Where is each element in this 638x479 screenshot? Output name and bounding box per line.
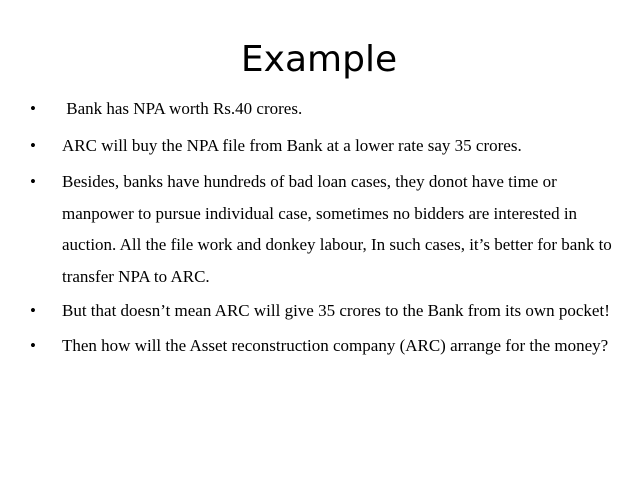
bullet-marker: • xyxy=(30,135,36,155)
bullet-item-1 xyxy=(30,93,620,125)
bullet-item-3 xyxy=(30,166,620,292)
bullet-text: Bank has NPA worth Rs.40 crores. xyxy=(62,99,303,118)
bullet-marker: • xyxy=(30,99,36,118)
bullet-marker: • xyxy=(30,335,36,355)
bullet-marker: • xyxy=(30,301,36,320)
bullet-item-4 xyxy=(30,295,620,327)
bullet-item-2 xyxy=(30,130,620,162)
bullet-text: Then how will the Asset reconstruction company (ARC) arrange for the money? xyxy=(62,335,609,355)
bullet-item-5 xyxy=(30,330,620,362)
bullet-text: ARC will buy the NPA file from Bank at a lower rate say 35 crores. xyxy=(62,135,522,155)
slide-title: Example xyxy=(240,39,398,80)
bullet-text: But that doesn’t mean ARC will give 35 crores to the Bank from its own pocket! xyxy=(62,301,610,320)
bullet-text: Besides, banks have hundreds of bad loan cases, they donot have time or manpower to pursue individual case, sometimes no bidders are interested in auction. All the file work and donkey labour, In such cases, it’s better for bank to transfer NPA to ARC. xyxy=(62,172,612,286)
bullet-marker: • xyxy=(30,172,36,191)
bullet-list xyxy=(30,93,620,367)
